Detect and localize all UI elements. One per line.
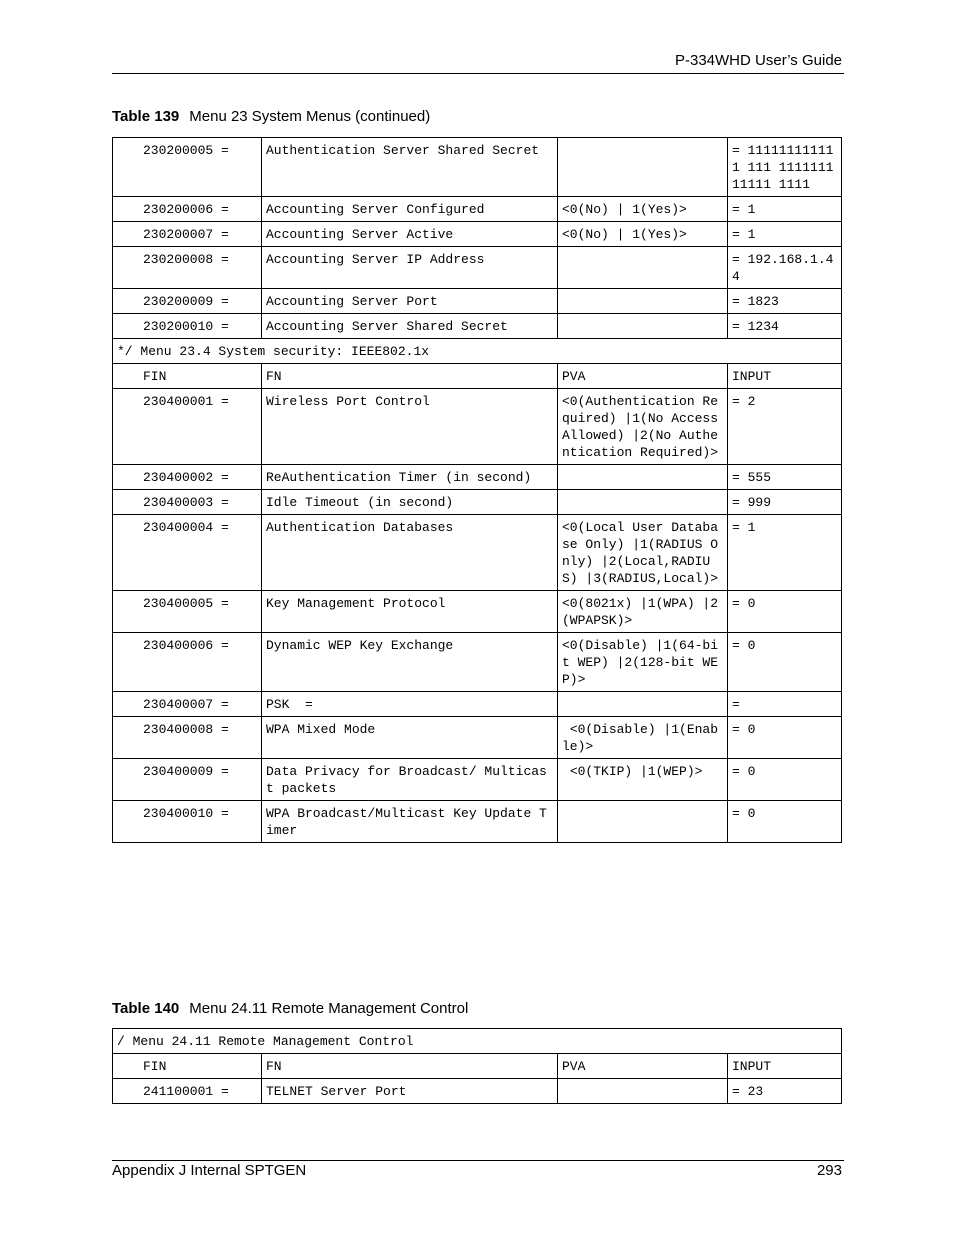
table-row [113, 1079, 842, 1104]
table-139-caption [112, 108, 430, 125]
pva-cell [558, 289, 728, 314]
table-139-label: Table 139 [112, 108, 180, 125]
input-cell: = 0 [728, 591, 842, 633]
fin-cell: 230200005 = [113, 138, 262, 197]
table-row [113, 692, 842, 717]
fn-cell: Authentication Databases [262, 515, 558, 591]
fin-cell: 230400009 = [113, 759, 262, 801]
table-row [113, 222, 842, 247]
input-cell: = 0 [728, 717, 842, 759]
table-row [113, 515, 842, 591]
pva-cell [558, 801, 728, 843]
fn-cell: Accounting Server Port [262, 289, 558, 314]
table-section-row [113, 339, 842, 364]
fn-cell: Wireless Port Control [262, 389, 558, 465]
input-cell: = 192.168.1.44 [728, 247, 842, 289]
table-row [113, 314, 842, 339]
table-row [113, 197, 842, 222]
fin-cell: 230400008 = [113, 717, 262, 759]
pva-cell [558, 490, 728, 515]
fin-cell: 230400010 = [113, 801, 262, 843]
footer-section-title: Appendix J Internal SPTGEN [112, 1162, 307, 1179]
table-140-caption [112, 1000, 468, 1017]
pva-cell [558, 314, 728, 339]
input-cell: = 1 [728, 515, 842, 591]
fn-cell: Accounting Server Active [262, 222, 558, 247]
input-cell: = 2 [728, 389, 842, 465]
pva-cell [558, 1079, 728, 1104]
input-cell: = 1 [728, 197, 842, 222]
page-number: 293 [816, 1162, 842, 1179]
fin-cell: 230400003 = [113, 490, 262, 515]
input-cell: = 111111111111 111 111111111111 1111 [728, 138, 842, 197]
input-cell: = 0 [728, 801, 842, 843]
fn-cell: PSK = [262, 692, 558, 717]
fin-cell: 230400005 = [113, 591, 262, 633]
fn-cell: Data Privacy for Broadcast/ Multicast packets [262, 759, 558, 801]
fn-cell: Accounting Server Configured [262, 197, 558, 222]
table-row [113, 717, 842, 759]
fn-cell: Dynamic WEP Key Exchange [262, 633, 558, 692]
fn-cell: FN [262, 364, 558, 389]
input-cell: INPUT [728, 1054, 842, 1079]
fin-cell: 230400001 = [113, 389, 262, 465]
pva-cell: <0(Disable) |1(Enable)> [558, 717, 728, 759]
fin-cell: 230400007 = [113, 692, 262, 717]
input-cell: = 0 [728, 633, 842, 692]
input-cell: INPUT [728, 364, 842, 389]
fn-cell: WPA Mixed Mode [262, 717, 558, 759]
fn-cell: Key Management Protocol [262, 591, 558, 633]
fin-cell: 230400004 = [113, 515, 262, 591]
fn-cell: ReAuthentication Timer (in second) [262, 465, 558, 490]
fn-cell: WPA Broadcast/Multicast Key Update Timer [262, 801, 558, 843]
section-heading-cell: */ Menu 23.4 System security: IEEE802.1x [113, 339, 842, 364]
table-row [113, 759, 842, 801]
input-cell: = 555 [728, 465, 842, 490]
header-rule [112, 73, 844, 74]
table-section-row [113, 1029, 842, 1054]
fn-cell: TELNET Server Port [262, 1079, 558, 1104]
input-cell: = 1 [728, 222, 842, 247]
pva-cell: <0(Disable) |1(64-bit WEP) |2(128-bit WEP)> [558, 633, 728, 692]
section-heading-cell: / Menu 24.11 Remote Management Control [113, 1029, 842, 1054]
input-cell: = [728, 692, 842, 717]
input-cell: = 0 [728, 759, 842, 801]
fin-cell: 241100001 = [113, 1079, 262, 1104]
pva-cell: <0(Authentication Required) |1(No Access Allowed) |2(No Authentication Required)> [558, 389, 728, 465]
input-cell: = 1234 [728, 314, 842, 339]
fin-cell: 230200008 = [113, 247, 262, 289]
table-row [113, 633, 842, 692]
table-row [113, 247, 842, 289]
table-row [113, 1054, 842, 1079]
footer-rule [112, 1160, 844, 1161]
fin-cell: 230200007 = [113, 222, 262, 247]
input-cell: = 999 [728, 490, 842, 515]
fin-cell: 230200009 = [113, 289, 262, 314]
table-row [113, 138, 842, 197]
fin-cell: FIN [113, 364, 262, 389]
table-row [113, 465, 842, 490]
fin-cell: FIN [113, 1054, 262, 1079]
fn-cell: Accounting Server Shared Secret [262, 314, 558, 339]
pva-cell [558, 465, 728, 490]
table-140-label: Table 140 [112, 1000, 180, 1017]
fin-cell: 230400006 = [113, 633, 262, 692]
pva-cell: <0(No) | 1(Yes)> [558, 222, 728, 247]
pva-cell [558, 247, 728, 289]
fin-cell: 230400002 = [113, 465, 262, 490]
pva-cell: PVA [558, 364, 728, 389]
table-139-title: Menu 23 System Menus (continued) [189, 108, 431, 125]
fn-cell: FN [262, 1054, 558, 1079]
fn-cell: Authentication Server Shared Secret [262, 138, 558, 197]
pva-cell: <0(Local User Database Only) |1(RADIUS Only) |2(Local,RADIUS) |3(RADIUS,Local)> [558, 515, 728, 591]
fin-cell: 230200006 = [113, 197, 262, 222]
pva-cell: PVA [558, 1054, 728, 1079]
table-row [113, 490, 842, 515]
table-139 [112, 137, 842, 843]
pva-cell: <0(8021x) |1(WPA) |2(WPAPSK)> [558, 591, 728, 633]
table-140-title: Menu 24.11 Remote Management Control [189, 1000, 469, 1017]
table-row [113, 801, 842, 843]
fn-cell: Accounting Server IP Address [262, 247, 558, 289]
table-140 [112, 1028, 842, 1104]
table-row [113, 289, 842, 314]
pva-cell [558, 138, 728, 197]
fn-cell: Idle Timeout (in second) [262, 490, 558, 515]
table-row [113, 389, 842, 465]
page-header-title: P-334WHD User’s Guide [675, 52, 842, 69]
input-cell: = 23 [728, 1079, 842, 1104]
table-row [113, 364, 842, 389]
pva-cell: <0(TKIP) |1(WEP)> [558, 759, 728, 801]
input-cell: = 1823 [728, 289, 842, 314]
pva-cell: <0(No) | 1(Yes)> [558, 197, 728, 222]
table-row [113, 591, 842, 633]
pva-cell [558, 692, 728, 717]
fin-cell: 230200010 = [113, 314, 262, 339]
